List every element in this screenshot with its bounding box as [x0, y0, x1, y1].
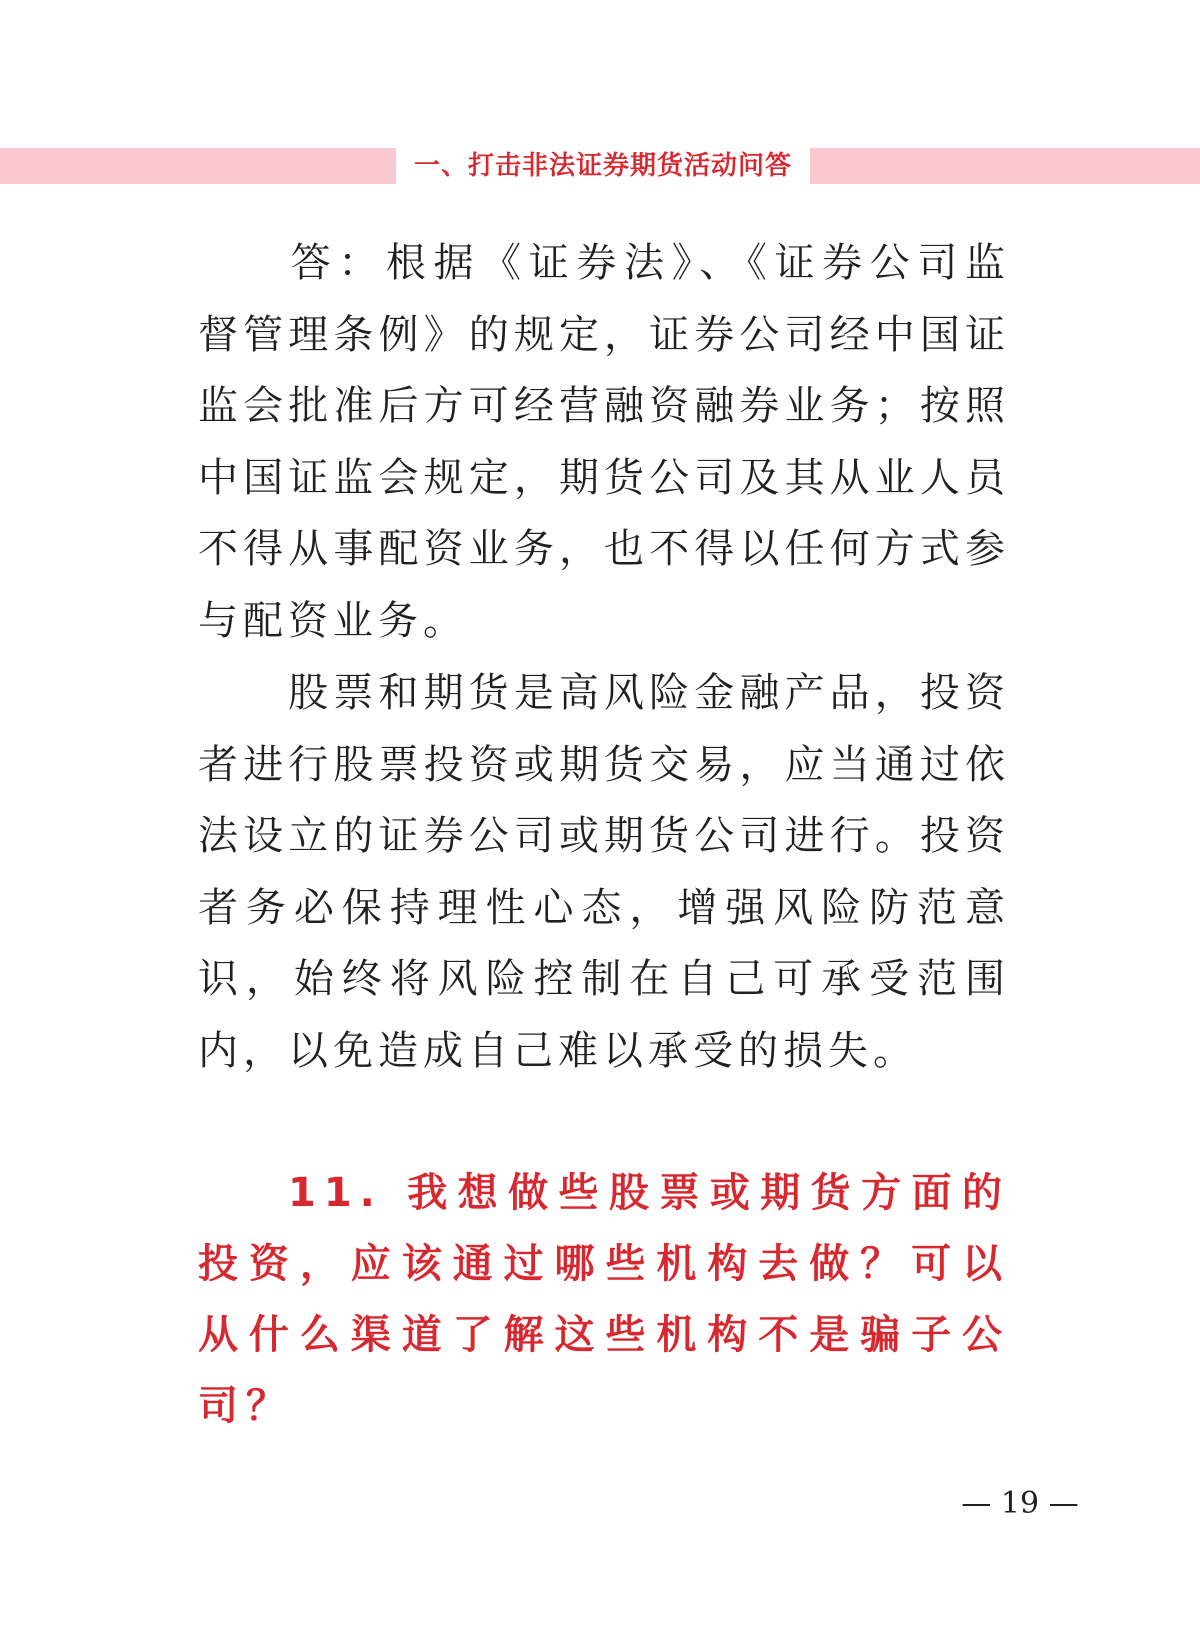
page-number: — 19 —: [961, 1486, 1079, 1521]
question-text: 11. 我想做些股票或期货方面的投资，应该通过哪些机构去做？可以从什么渠道了解这些机构不是骗子公司？: [198, 1170, 1010, 1429]
section-title: 一、打击非法证券期货活动问答: [396, 144, 810, 188]
question-heading: [198, 1158, 1010, 1442]
advice-paragraph: [198, 658, 1010, 1087]
answer-paragraph: [198, 228, 1010, 657]
answer-text: 答：根据《证券法》、《证券公司监督管理条例》的规定，证券公司经中国证监会批准后方可经营融资融券业务；按照中国证监会规定，期货公司及其从业人员不得从事配资业务，也不得以任何方式参与配资业务。: [198, 240, 1010, 644]
advice-text: 股票和期货是高风险金融产品，投资者进行股票投资或期货交易，应当通过依法设立的证券公司或期货公司进行。投资者务必保持理性心态，增强风险防范意识，始终将风险控制在自己可承受范围内，以免造成自己难以承受的损失。: [198, 670, 1010, 1074]
